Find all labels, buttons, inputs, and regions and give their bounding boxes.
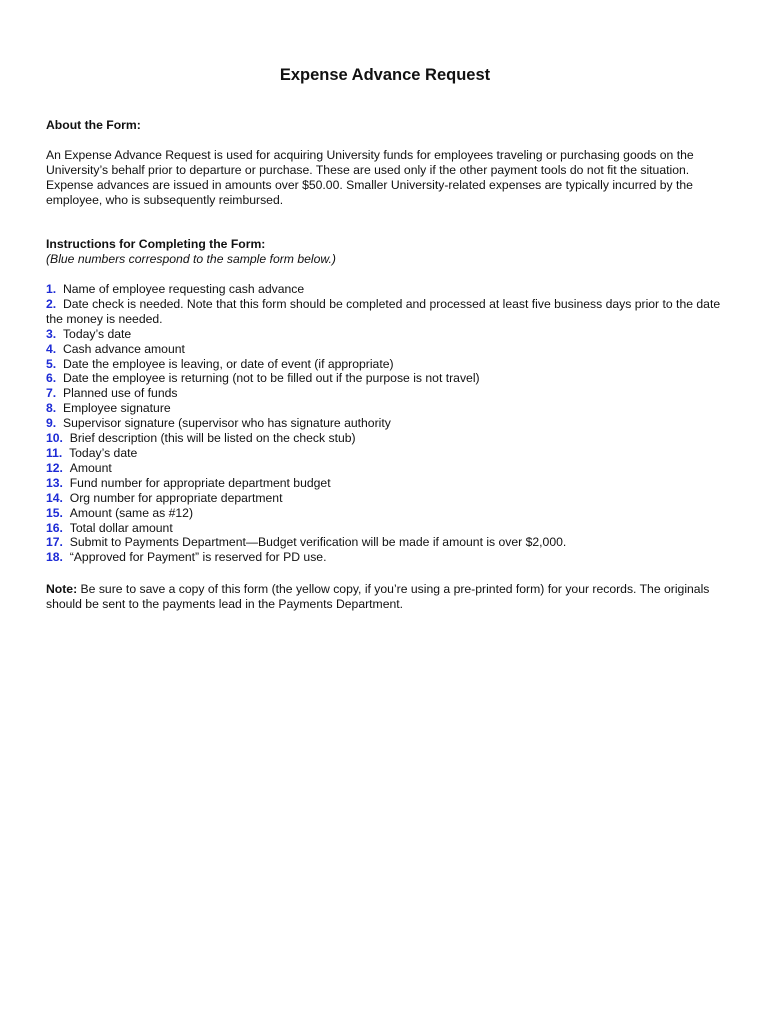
list-item [46,476,726,491]
item-number: 7. [46,386,57,401]
item-number: 8. [46,401,57,416]
item-text: Employee signature [62,401,171,416]
item-number: 2. [46,296,57,311]
item-number: 17. [46,535,63,550]
item-text: Name of employee requesting cash advance [62,282,305,296]
item-number: 12. [46,460,63,475]
list-item [46,386,726,401]
item-text: “Approved for Payment” is reserved for PD use. [69,550,327,565]
list-item [46,327,726,342]
item-number: 14. [46,490,63,505]
item-text: Today’s date [69,445,138,460]
instructions-section-header [46,237,726,267]
item-text: Date check is needed. Note that this form should be completed and processed at least five business days prior to the date the money is needed. [46,296,721,326]
item-number: 15. [46,505,63,520]
item-text: Today’s date [62,326,132,341]
list-item [46,357,726,372]
item-text: Cash advance amount [62,341,185,356]
item-text: Brief description (this will be listed on the check stub) [69,431,356,446]
item-text: Supervisor signature (supervisor who has signature authority [62,416,391,431]
list-item [46,342,726,357]
list-item [46,461,726,476]
instructions-subheading: (Blue numbers correspond to the sample form below.) [46,251,336,266]
instructions-list [46,282,726,565]
list-item [46,446,726,461]
item-text: Amount (same as #12) [69,505,194,520]
item-text: Date the employee is leaving, or date of event (if appropriate) [62,356,394,371]
list-item [46,506,726,521]
item-text: Org number for appropriate department [69,490,283,505]
item-number: 5. [46,356,57,371]
note-label: Note: [46,582,78,596]
note-text: Be sure to save a copy of this form (the yellow copy, if you’re using a pre-printed form) for your records. The originals should be sent to the payments lead in the Payments Department. [46,582,710,611]
item-text: Fund number for appropriate department budget [69,475,331,490]
item-number: 9. [46,416,57,431]
item-number: 13. [46,475,63,490]
list-item [46,371,726,386]
item-number: 11. [46,445,63,460]
about-paragraph: An Expense Advance Request is used for acquiring University funds for employees traveling or purchasing goods on the University’s behalf prior to departure or purchase. These are used only if the other payment tools do not fit the situation. Expense advances are issued in amounts over $50.00. Smaller University-related expenses are typically incurred by the employee, who is subsequently reimbursed. [46,148,694,207]
item-number: 10. [46,431,63,446]
list-item [46,550,726,565]
page-title: Expense Advance Request [279,66,491,84]
item-text: Date the employee is returning (not to be filled out if the purpose is not travel) [62,371,480,386]
item-text: Amount [69,460,112,475]
item-number: 18. [46,550,63,565]
item-number: 4. [46,341,57,356]
list-item [46,535,726,550]
list-item [46,401,726,416]
list-item [46,521,726,536]
item-text: Submit to Payments Department—Budget verification will be made if amount is over $2,000. [69,535,567,550]
list-item [46,491,726,506]
item-number: 1. [46,282,57,296]
list-item [46,282,726,297]
about-heading: About the Form: [46,118,141,132]
item-text: Planned use of funds [62,386,178,401]
list-item [46,297,726,327]
instructions-heading: Instructions for Completing the Form: [46,237,266,251]
note-paragraph [46,582,726,612]
item-text: Total dollar amount [69,520,173,535]
item-number: 3. [46,326,57,341]
list-item [46,416,726,431]
item-number: 16. [46,520,63,535]
item-number: 6. [46,371,57,386]
list-item [46,431,726,446]
